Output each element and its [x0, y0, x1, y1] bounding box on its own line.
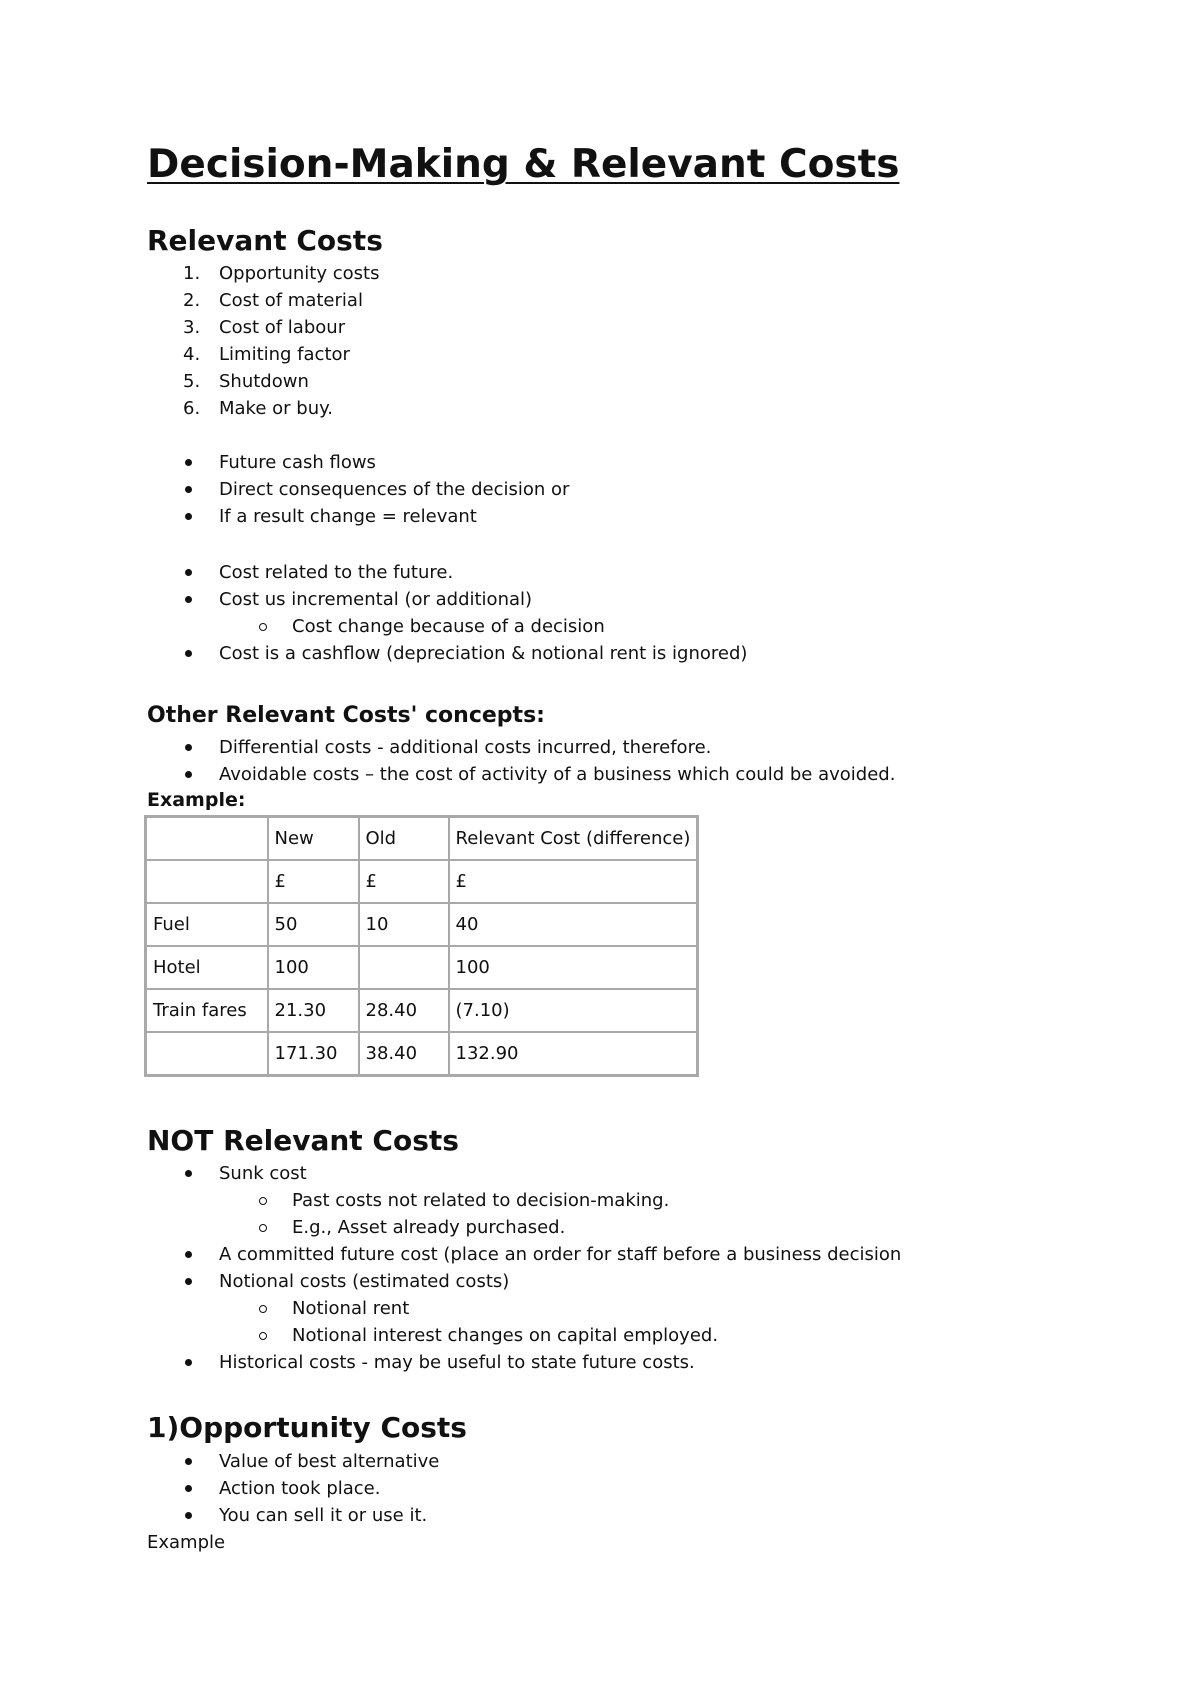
bullet-icon — [185, 650, 192, 657]
list-item-text: Past costs not related to decision-making. — [292, 1190, 670, 1211]
table-cell: 28.40 — [359, 989, 449, 1032]
list-item-text: Direct consequences of the decision or — [219, 479, 570, 500]
bullet-icon — [185, 1359, 192, 1366]
bullet-icon — [185, 1485, 192, 1492]
table-cell: (7.10) — [449, 989, 698, 1032]
bullet-icon — [185, 486, 192, 493]
list-item-text: Notional costs (estimated costs) — [219, 1271, 510, 1292]
list-item-text: Value of best alternative — [219, 1451, 440, 1472]
table-cell: 10 — [359, 903, 449, 946]
bullet-icon — [185, 596, 192, 603]
list-item-text: You can sell it or use it. — [219, 1505, 428, 1526]
table-cell: £ — [449, 860, 698, 903]
circle-bullet-icon — [259, 1224, 267, 1232]
table-cell: New — [268, 817, 359, 861]
list-item-text: Shutdown — [219, 371, 309, 392]
table-cell: Train fares — [146, 989, 268, 1032]
list-item-text: E.g., Asset already purchased. — [292, 1217, 566, 1238]
list-item-text: Make or buy. — [219, 398, 333, 419]
other-concepts-heading: Other Relevant Costs' concepts: — [147, 703, 545, 728]
list-item-text: Cost change because of a decision — [292, 616, 605, 637]
table-cell: 38.40 — [359, 1032, 449, 1076]
list-item-text: Differential costs - additional costs incurred, therefore. — [219, 737, 712, 758]
table-cell: £ — [268, 860, 359, 903]
bullet-icon — [185, 513, 192, 520]
list-item-text: Opportunity costs — [219, 263, 380, 284]
list-item-text: A committed future cost (place an order for staff before a business decision — [219, 1244, 902, 1265]
list-item-text: Historical costs - may be useful to state future costs. — [219, 1352, 695, 1373]
table-row — [146, 946, 698, 989]
table-row — [146, 989, 698, 1032]
list-number: 2. — [183, 290, 201, 311]
bullet-icon — [185, 1170, 192, 1177]
list-item-text: Action took place. — [219, 1478, 381, 1499]
list-number: 3. — [183, 317, 201, 338]
opportunity-costs-heading: 1)Opportunity Costs — [147, 1411, 467, 1444]
table-row — [146, 903, 698, 946]
table-cell: Hotel — [146, 946, 268, 989]
bullet-icon — [185, 771, 192, 778]
circle-bullet-icon — [259, 1305, 267, 1313]
list-number: 1. — [183, 263, 201, 284]
circle-bullet-icon — [259, 623, 267, 631]
table-row — [146, 860, 698, 903]
table-cell: 100 — [268, 946, 359, 989]
example-table — [144, 815, 699, 1077]
list-number: 4. — [183, 344, 201, 365]
list-item-text: Avoidable costs – the cost of activity of a business which could be avoided. — [219, 764, 896, 785]
list-item-text: Sunk cost — [219, 1163, 307, 1184]
table-cell: Old — [359, 817, 449, 861]
example-label: Example: — [147, 789, 246, 811]
table-row — [146, 1032, 698, 1076]
bullet-icon — [185, 1278, 192, 1285]
list-number: 5. — [183, 371, 201, 392]
table-cell: Fuel — [146, 903, 268, 946]
list-number: 6. — [183, 398, 201, 419]
bullet-icon — [185, 1458, 192, 1465]
table-cell — [146, 817, 268, 861]
list-item-text: Cost is a cashflow (depreciation & notional rent is ignored) — [219, 643, 748, 664]
bullet-icon — [185, 459, 192, 466]
list-item-text: Future cash flows — [219, 452, 376, 473]
bullet-icon — [185, 569, 192, 576]
circle-bullet-icon — [259, 1332, 267, 1340]
list-item-text: Limiting factor — [219, 344, 350, 365]
list-item-text: If a result change = relevant — [219, 506, 477, 527]
table-cell: 40 — [449, 903, 698, 946]
list-item-text: Cost of labour — [219, 317, 346, 338]
bullet-icon — [185, 1251, 192, 1258]
table-cell — [146, 1032, 268, 1076]
table-cell: 100 — [449, 946, 698, 989]
table-row — [146, 817, 698, 861]
table-cell: Relevant Cost (difference) — [449, 817, 698, 861]
example-text: Example — [147, 1532, 226, 1553]
list-item-text: Cost of material — [219, 290, 363, 311]
table-cell: 171.30 — [268, 1032, 359, 1076]
bullet-icon — [185, 1512, 192, 1519]
table-cell: £ — [359, 860, 449, 903]
table-cell: 21.30 — [268, 989, 359, 1032]
list-item-text: Cost us incremental (or additional) — [219, 589, 533, 610]
table-cell: 50 — [268, 903, 359, 946]
list-item-text: Cost related to the future. — [219, 562, 454, 583]
circle-bullet-icon — [259, 1197, 267, 1205]
not-relevant-heading: NOT Relevant Costs — [147, 1124, 459, 1157]
table-cell — [146, 860, 268, 903]
relevant-costs-heading: Relevant Costs — [147, 224, 383, 257]
list-item-text: Notional interest changes on capital employed. — [292, 1325, 719, 1346]
list-item-text: Notional rent — [292, 1298, 410, 1319]
table-cell: 132.90 — [449, 1032, 698, 1076]
document-title: Decision-Making & Relevant Costs — [147, 142, 900, 187]
bullet-icon — [185, 744, 192, 751]
table-cell — [359, 946, 449, 989]
